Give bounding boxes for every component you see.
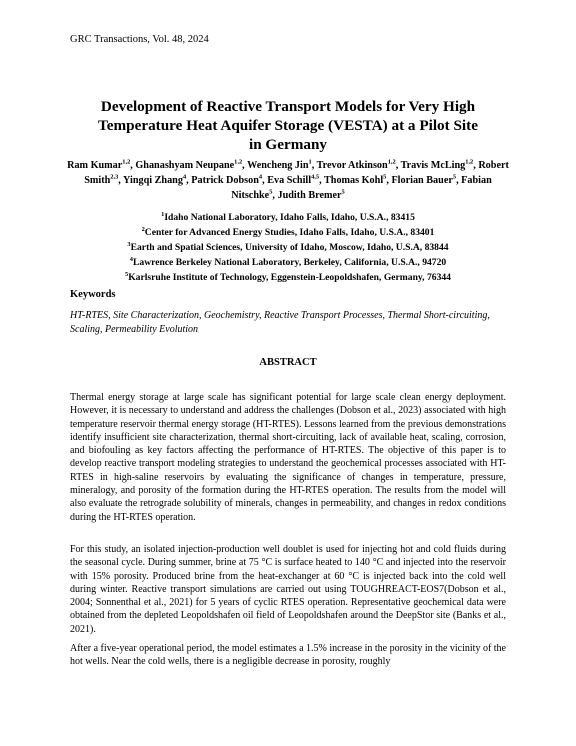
keywords-text: HT-RTES, Site Characterization, Geochemistry, Reactive Transport Processes, Thermal Short-circuiting, Scaling, Permeability Evolution [70, 310, 490, 335]
journal-header: GRC Transactions, Vol. 48, 2024 [70, 34, 209, 45]
author [123, 175, 191, 186]
title-line: Temperature Heat Aquifer Storage (VESTA) at a Pilot Site [98, 117, 478, 134]
author-affil-ref: 1,2 [122, 158, 131, 166]
author-separator: , [311, 160, 317, 171]
affiliation [90, 255, 486, 270]
author-name: Florian Bauer [391, 175, 453, 186]
affiliation-text: Lawrence Berkeley National Laboratory, Berkeley, California, U.S.A., 94720 [133, 257, 447, 268]
affiliation-text: Center for Advanced Energy Studies, Idaho Falls, Idaho, U.S.A., 83401 [144, 227, 435, 238]
author-separator: , [118, 175, 124, 186]
author-affil-ref: 4 [182, 173, 187, 181]
affiliation-number: 3 [127, 240, 131, 248]
author-separator: , [130, 160, 136, 171]
affiliation-text: Idaho National Laboratory, Idaho Falls, Idaho, U.S.A., 83415 [164, 212, 415, 223]
author-name: Fabian Nitschke [231, 175, 492, 201]
author-affil-ref: 1,2 [234, 158, 243, 166]
author-name: Trevor Atkinson [316, 160, 388, 171]
author [67, 160, 135, 171]
author-name: Ram Kumar [67, 160, 123, 171]
author [277, 190, 344, 201]
author-separator: , [473, 160, 479, 171]
author-affil-ref: 5 [452, 173, 457, 181]
author [324, 175, 391, 186]
author [135, 160, 247, 171]
abstract-paragraph: After a five-year operational period, the model estimates a 1.5% increase in the porosity in the vicinity of the hot wells. Near the cold wells, there is a negligible decrease in porosity, roughly [70, 643, 506, 668]
keywords-heading: Keywords [70, 289, 116, 300]
author-separator: , [186, 175, 192, 186]
affiliation-number: 5 [125, 270, 129, 278]
author-separator: , [272, 190, 278, 201]
author [401, 160, 479, 171]
author-affil-ref: 5 [341, 188, 345, 196]
author [191, 175, 267, 186]
paper-title [60, 97, 516, 154]
author [247, 160, 317, 171]
abstract-heading: ABSTRACT [259, 357, 317, 368]
author-name: Wencheng Jin [247, 160, 309, 171]
author-affil-ref: 5 [269, 188, 273, 196]
author-affil-ref: 5 [383, 173, 387, 181]
title-line: in Germany [248, 136, 328, 153]
affiliation-text: Karlsruhe Institute of Technology, Eggenstein-Leopoldshafen, Germany, 76344 [128, 272, 451, 283]
affiliation-number: 4 [129, 255, 133, 263]
author-separator: , [395, 160, 401, 171]
author-name: Travis McLing [400, 160, 466, 171]
affiliation [90, 225, 486, 240]
abstract-paragraph: For this study, an isolated injection-production well doublet is used for injecting hot and cold fluids during the seasonal cycle. During summer, brine at 75 °C is surface heated to 140 °C and injected into the reservoir with 15% porosity. Produced brine from the heat-exchanger at 60 °C is injected back into the cold well during winter. Reactive transport simulations are carried out using TOUGHREACT-EOS7(Dobson et al., 2004; Sonnenthal et al., 2021) for 5 years of cyclic RTES operation. Representative geochemical data were obtained from the depleted Leopoldshafen oil field of Leopoldshafen around the DeepStor site (Banks et al., 2021). [70, 544, 506, 635]
author-name: Ghanashyam Neupane [135, 160, 235, 171]
author-list [62, 158, 514, 203]
author-affil-ref: 1 [308, 158, 312, 166]
abstract-paragraph: Thermal energy storage at large scale has significant potential for large scale clean energy deployment. However, it is necessary to understand and address the challenges (Dobson et al., 2023) associated with high temperature reservoir thermal energy storage (HT-RTES). Lessons learned from the previous demonstrations identify insufficient site characterization, thermal short-circuiting, lack of available heat, scaling, corrosion, and biofouling as key factors affecting the performance of HT-RTES. The objective of this paper is to develop reactive transport modeling strategies to understand the geochemical processes associated with HT-RTES in high-saline reservoirs by evaluating the significance of changes in temperature, pressure, mineralogy, and porosity of the formation during the HT-RTES operation. The results from the model will also evaluate the retrograde solubility of minerals, changes in permeability, and changes in redox conditions during the HT-RTES operation. [70, 392, 506, 523]
author-affil-ref: 4 [258, 173, 263, 181]
author-affil-ref: 1,2 [387, 158, 396, 166]
affiliation [90, 210, 486, 225]
affiliation-number: 1 [161, 210, 165, 218]
author-name: Yingqi Zhang [123, 175, 183, 186]
author-name: Patrick Dobson [191, 175, 259, 186]
author [317, 160, 401, 171]
author-separator: , [262, 175, 268, 186]
author [391, 175, 461, 186]
affiliation-text: Earth and Spatial Sciences, University of Idaho, Moscow, Idaho, U.S.A, 83844 [130, 242, 449, 253]
author-separator: , [456, 175, 462, 186]
title-line: Development of Reactive Transport Models for Very High [100, 98, 476, 115]
affiliation-list [90, 210, 486, 285]
author-name: Robert Smith [84, 160, 509, 186]
author-separator: , [319, 175, 324, 186]
author-affil-ref: 1,2 [465, 158, 474, 166]
author-name: Eva Schill [267, 175, 312, 186]
author-affil-ref: 4,5 [311, 173, 320, 181]
author-name: Thomas Kohl [323, 175, 384, 186]
affiliation-number: 2 [141, 225, 145, 233]
author-name: Judith Bremer [277, 190, 342, 201]
author-separator: , [386, 175, 392, 186]
author [267, 175, 324, 186]
author-separator: , [242, 160, 248, 171]
affiliation [90, 240, 486, 255]
author-affil-ref: 2,3 [110, 173, 119, 181]
affiliation [90, 270, 486, 285]
